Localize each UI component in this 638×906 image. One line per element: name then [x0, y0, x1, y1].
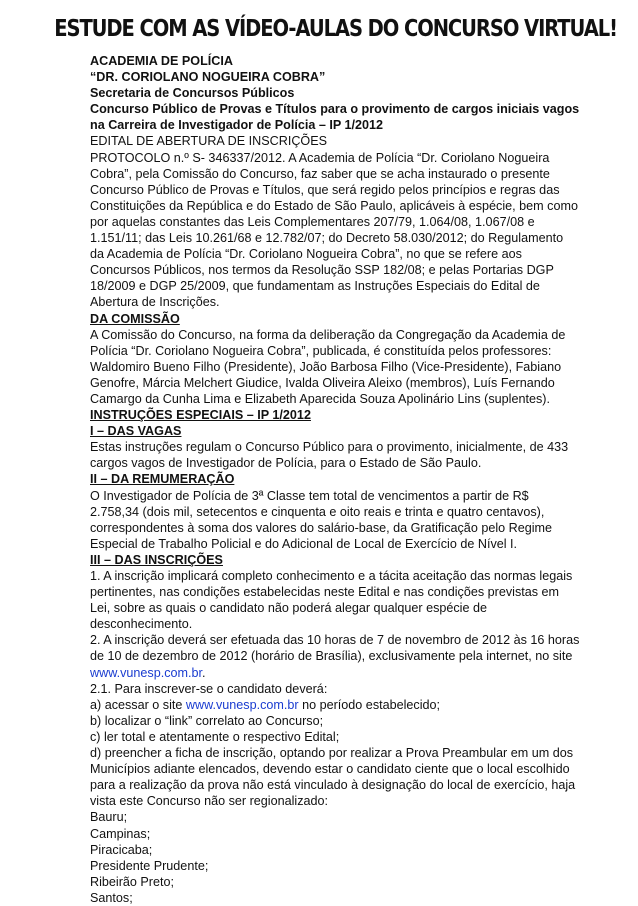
section-heading-remuneracao: II – DA REMUMERAÇÃO — [90, 472, 235, 487]
section-heading-comissao: DA COMISSÃO — [90, 311, 180, 326]
inscricoes-item-2-1: 2.1. Para inscrever-se o candidato deverá: — [90, 681, 328, 696]
inscricoes-item-1: 1. A inscrição implicará completo conhecimento e a tácita aceitação das normas legais pertinentes, nas condições estabelecidas neste Edital e nas condições previstas em Lei, sobre as quais o candidato não poderá alegar qualquer espécie de desconhecimento. — [90, 569, 573, 632]
promo-banner: ESTUDE COM AS VÍDEO-AULAS DO CONCURSO VIRTUAL! — [54, 14, 617, 42]
contest-title: Concurso Público de Provas e Títulos para o provimento de cargos iniciais vagos na Carreira de Investigador de Polícia – IP 1/2012 — [90, 102, 580, 133]
step-a-text: a) acessar o site — [90, 697, 186, 712]
protocolo-paragraph: PROTOCOLO n.º S- 346337/2012. A Academia de Polícia “Dr. Coriolano Nogueira Cobra”, pela Comissão do Concurso, faz saber que se acha instaurado o presente Concurso Público de Provas e Títulos, que será regido pelos princípios e regras das Constituições da República e do Estado de São Paulo, aplicáveis à espécie, bem como por aquelas constantes das Leis Complementares 207/79, 1.064/08, 1.067/08 e 1.151/11; das Leis 10.261/68 e 12.782/07; do Decreto 58.030/2012; do Regulamento da Academia de Polícia “Dr. Coriolano Nogueira Cobra”, no que se refere aos Concursos Públicos, nos termos da Resolução SSP 182/08; e pelas Portarias DGP 18/2009 e DGP 25/2009, que fundamentam as Instruções Especiais do Edital de Abertura de Inscrições. — [90, 150, 578, 310]
step-a-end: no período estabelecido; — [298, 697, 441, 712]
city-item: Presidente Prudente; — [90, 858, 209, 873]
city-item: Campinas; — [90, 826, 151, 841]
city-item: Piracicaba; — [90, 842, 153, 857]
document-body — [90, 53, 580, 906]
vagas-paragraph: Estas instruções regulam o Concurso Público para o provimento, inicialmente, de 433 cargos vagos de Investigador de Polícia, para o Estado de São Paulo. — [90, 440, 569, 471]
inscricoes-item-2 — [90, 632, 580, 680]
section-heading-vagas: I – DAS VAGAS — [90, 424, 182, 439]
institution-name: ACADEMIA DE POLÍCIA — [90, 54, 233, 68]
city-item: Bauru; — [90, 810, 128, 825]
inscricoes-step-c: c) ler total e atentamente o respectivo Edital; — [90, 729, 340, 744]
institution-subtitle: “DR. CORIOLANO NOGUEIRA COBRA” — [90, 70, 326, 85]
vunesp-link[interactable]: www.vunesp.com.br — [90, 665, 202, 680]
edital-title: EDITAL DE ABERTURA DE INSCRIÇÕES — [90, 134, 328, 149]
section-heading-instrucoes: INSTRUÇÕES ESPECIAIS – IP 1/2012 — [90, 408, 311, 423]
item-2-end: . — [202, 665, 206, 680]
inscricoes-step-a — [90, 697, 580, 713]
comissao-paragraph: A Comissão do Concurso, na forma da deliberação da Congregação da Academia de Polícia “Dr. Coriolano Nogueira Cobra”, publicada, é constituída pelos professores: Waldomiro Bueno Filho (Presidente), João Barbosa Filho (Vice-Presidente), Fabiano Genofre, Márcia Melchert Giudice, Ivalda Oliveira Aleixo (membros), Luís Fernando Camargo da Cunha Lima e Elizabeth Aparecida Souza Apolinário Lins (suplentes). — [90, 327, 566, 406]
city-item: Santos; — [90, 890, 133, 905]
department-name: Secretaria de Concursos Públicos — [90, 86, 295, 101]
inscricoes-step-d: d) preencher a ficha de inscrição, optando por realizar a Prova Preambular em um dos Municípios adiante elencados, devendo estar o candidato ciente que o local escolhido para a realização da prova não está vinculado à designação do local de exercício, haja vista este Concurso não ser regionalizado: — [90, 746, 576, 809]
vunesp-link-step-a[interactable]: www.vunesp.com.br — [185, 697, 299, 712]
remuneracao-paragraph: O Investigador de Polícia de 3ª Classe tem total de vencimentos a partir de R$ 2.758,34 (dois mil, setecentos e cinquenta e oito reais e trinta e quatro centavos), correspondentes à soma dos valores do salário-base, da Gratificação pelo Regime Especial de Trabalho Policial e do Adicional de Local de Exercício de Nível I. — [90, 488, 553, 551]
city-item: Ribeirão Preto; — [90, 874, 174, 889]
inscricoes-step-b: b) localizar o “link” correlato ao Concurso; — [90, 713, 324, 728]
item-2-text: 2. A inscrição deverá ser efetuada das 10 horas de 7 de novembro de 2012 às 16 horas de 10 de dezembro de 2012 (horário de Brasília), exclusivamente pela internet, no site — [90, 633, 580, 664]
section-heading-inscricoes: III – DAS INSCRIÇÕES — [90, 552, 223, 567]
